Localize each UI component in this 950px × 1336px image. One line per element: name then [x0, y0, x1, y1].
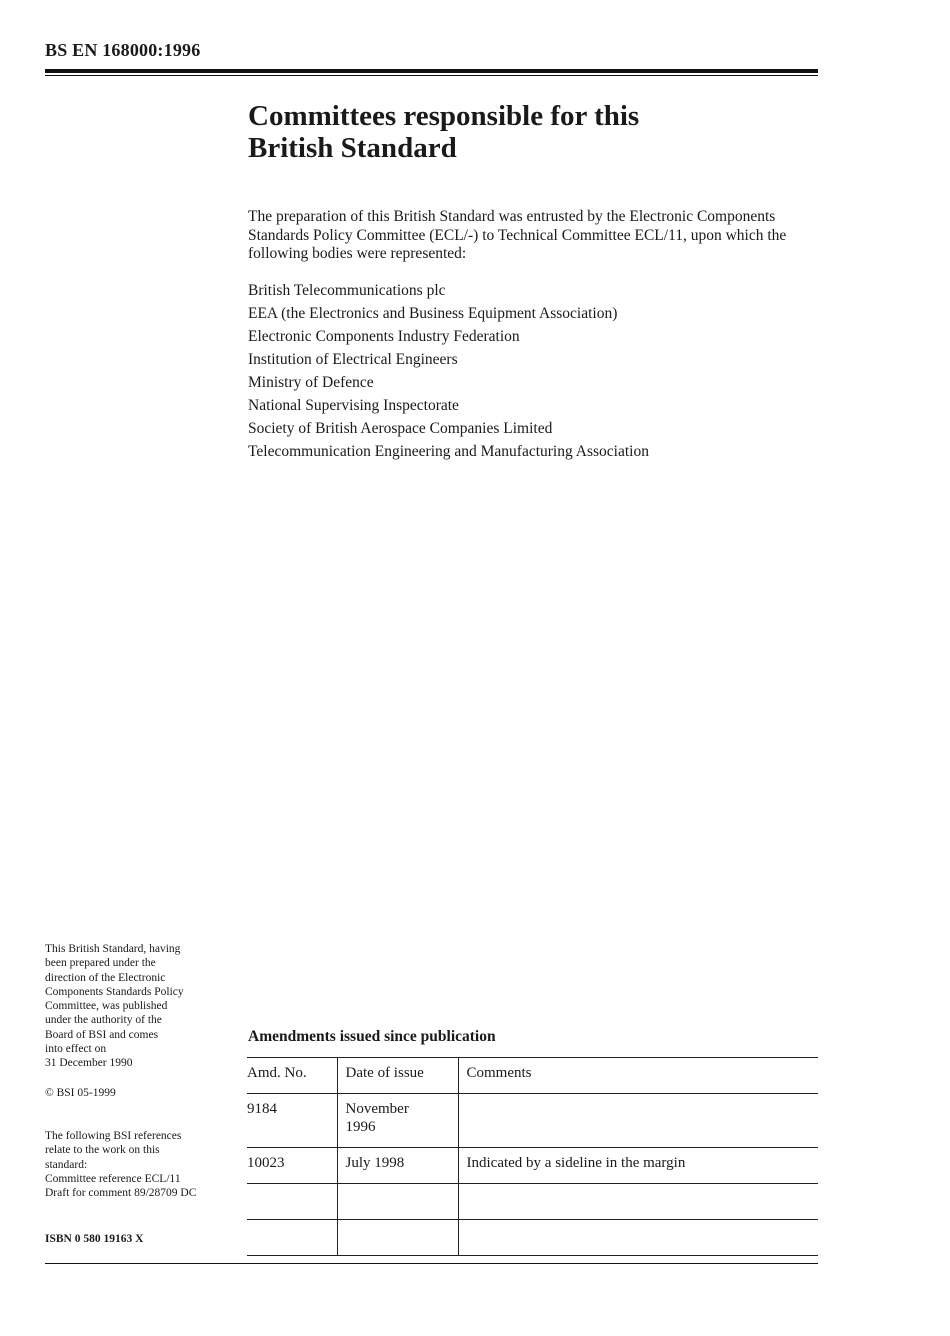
- represented-body: National Supervising Inspectorate: [248, 397, 459, 414]
- table-row: [247, 1148, 818, 1184]
- publication-note-line: Board of BSI and comes: [45, 1028, 159, 1041]
- publication-note-line: direction of the Electronic: [45, 971, 166, 984]
- amendments-table: [247, 1057, 818, 1256]
- bsi-reference-line: Committee reference ECL/11: [45, 1172, 181, 1185]
- bsi-reference-line: standard:: [45, 1158, 88, 1171]
- represented-body: Telecommunication Engineering and Manufacturing Association: [248, 443, 649, 460]
- table-cell: [458, 1184, 818, 1220]
- column-header: Amd. No.: [247, 1058, 337, 1094]
- table-cell: [247, 1220, 337, 1256]
- intro-paragraph: The preparation of this British Standard was entrusted by the Electronic Components Standards Policy Committee (ECL/-) to Technical Committee ECL/11, upon which the following bodies were represented:: [248, 208, 787, 262]
- publication-note-line: Components Standards Policy: [45, 985, 184, 998]
- document-id: BS EN 168000:1996: [45, 40, 201, 60]
- table-cell: [247, 1184, 337, 1220]
- publication-note-line: 31 December 1990: [45, 1057, 133, 1070]
- represented-body: Institution of Electrical Engineers: [248, 351, 458, 368]
- footer-rule: [45, 1263, 818, 1264]
- represented-body: Society of British Aerospace Companies Limited: [248, 420, 553, 437]
- isbn: ISBN 0 580 19163 X: [45, 1233, 144, 1245]
- publication-note-line: been prepared under the: [45, 957, 156, 970]
- publication-note: [45, 942, 240, 1071]
- column-header: Comments: [458, 1058, 818, 1094]
- column-header: Date of issue: [337, 1058, 458, 1094]
- publication-note-line: This British Standard, having: [45, 943, 181, 955]
- table-cell: 9184: [247, 1094, 337, 1148]
- represented-body: Electronic Components Industry Federation: [248, 328, 520, 345]
- publication-note-line: Committee, was published: [45, 1000, 168, 1013]
- amendments-heading: Amendments issued since publication: [248, 1028, 496, 1045]
- represented-bodies-list: [248, 279, 818, 463]
- copyright-notice: © BSI 05-1999: [45, 1087, 116, 1099]
- bsi-reference-line: relate to the work on this: [45, 1144, 160, 1157]
- table-cell: [337, 1220, 458, 1256]
- table-cell: 10023: [247, 1148, 337, 1184]
- header-rule-thick: [45, 69, 818, 73]
- publication-note-line: into effect on: [45, 1043, 107, 1056]
- page-title: [248, 100, 808, 164]
- represented-body: EEA (the Electronics and Business Equipment Association): [248, 305, 618, 322]
- represented-body: Ministry of Defence: [248, 374, 374, 391]
- table-row: [247, 1220, 818, 1256]
- table-row: [247, 1094, 818, 1148]
- header-rule-thin: [45, 75, 818, 76]
- table-cell: Indicated by a sideline in the margin: [458, 1148, 818, 1184]
- publication-note-line: under the authority of the: [45, 1014, 162, 1027]
- bsi-reference-line: Draft for comment 89/28709 DC: [45, 1187, 197, 1200]
- table-cell: July 1998: [337, 1148, 458, 1184]
- bsi-reference-line: The following BSI references: [45, 1130, 182, 1142]
- represented-body: British Telecommunications plc: [248, 282, 446, 299]
- table-header-row: [247, 1058, 818, 1094]
- page-title-line-2: British Standard: [248, 132, 457, 164]
- table-cell: November 1996: [337, 1094, 458, 1148]
- table-cell: [458, 1220, 818, 1256]
- table-cell: [458, 1094, 818, 1148]
- table-cell: [337, 1184, 458, 1220]
- page-title-line-1: Committees responsible for this: [248, 100, 640, 132]
- bsi-references: [45, 1129, 240, 1200]
- table-row: [247, 1184, 818, 1220]
